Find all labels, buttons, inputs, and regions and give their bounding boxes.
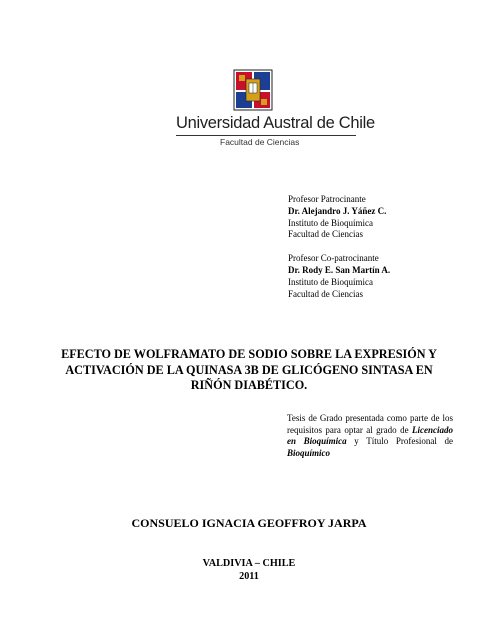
thesis-title-line: EFECTO DE WOLFRAMATO DE SODIO SOBRE LA EXPRESIÓN Y — [61, 347, 437, 361]
advisor-sponsor — [288, 194, 390, 241]
year: 2011 — [239, 571, 259, 582]
author-name: CONSUELO IGNACIA GEOFFROY JARPA — [131, 516, 367, 530]
advisor-institute: Instituto de Bioquímica — [288, 217, 373, 228]
thesis-title-line: RIÑÓN DIABÉTICO. — [190, 378, 308, 392]
university-name: Universidad Austral de Chile — [176, 114, 375, 132]
place-and-year — [44, 557, 454, 583]
thesis-title — [44, 347, 454, 394]
thesis-title-line: ACTIVACIÓN DE LA QUINASA 3B DE GLICÓGENO SINTASA EN — [65, 362, 433, 377]
faculty-name: Facultad de Ciencias — [220, 137, 300, 147]
thesis-statement — [287, 413, 453, 460]
advisor-name: Dr. Alejandro J. Yáñez C. — [288, 205, 387, 216]
university-logo — [176, 66, 375, 156]
advisors-block — [288, 194, 390, 300]
logo-divider — [176, 135, 356, 136]
advisor-role: Profesor Co-patrocinante — [288, 253, 379, 264]
advisor-co-sponsor — [288, 253, 390, 300]
place: VALDIVIA – CHILE — [202, 558, 296, 569]
university-shield-icon — [233, 69, 273, 111]
degree-name: Licenciado en Bioquímica — [287, 424, 453, 447]
advisor-name: Dr. Rody E. San Martín A. — [288, 264, 391, 275]
profession-name: Bioquímico — [287, 448, 331, 459]
thesis-text: Tesis de Grado presentada como parte de los requisitos para optar al grado de — [287, 413, 453, 435]
advisor-faculty: Facultad de Ciencias — [288, 229, 363, 240]
advisor-role: Profesor Patrocinante — [288, 194, 366, 204]
advisor-institute: Instituto de Bioquímica — [288, 276, 373, 287]
thesis-text: y Título Profesional de — [346, 436, 453, 447]
advisor-faculty: Facultad de Ciencias — [288, 288, 363, 299]
